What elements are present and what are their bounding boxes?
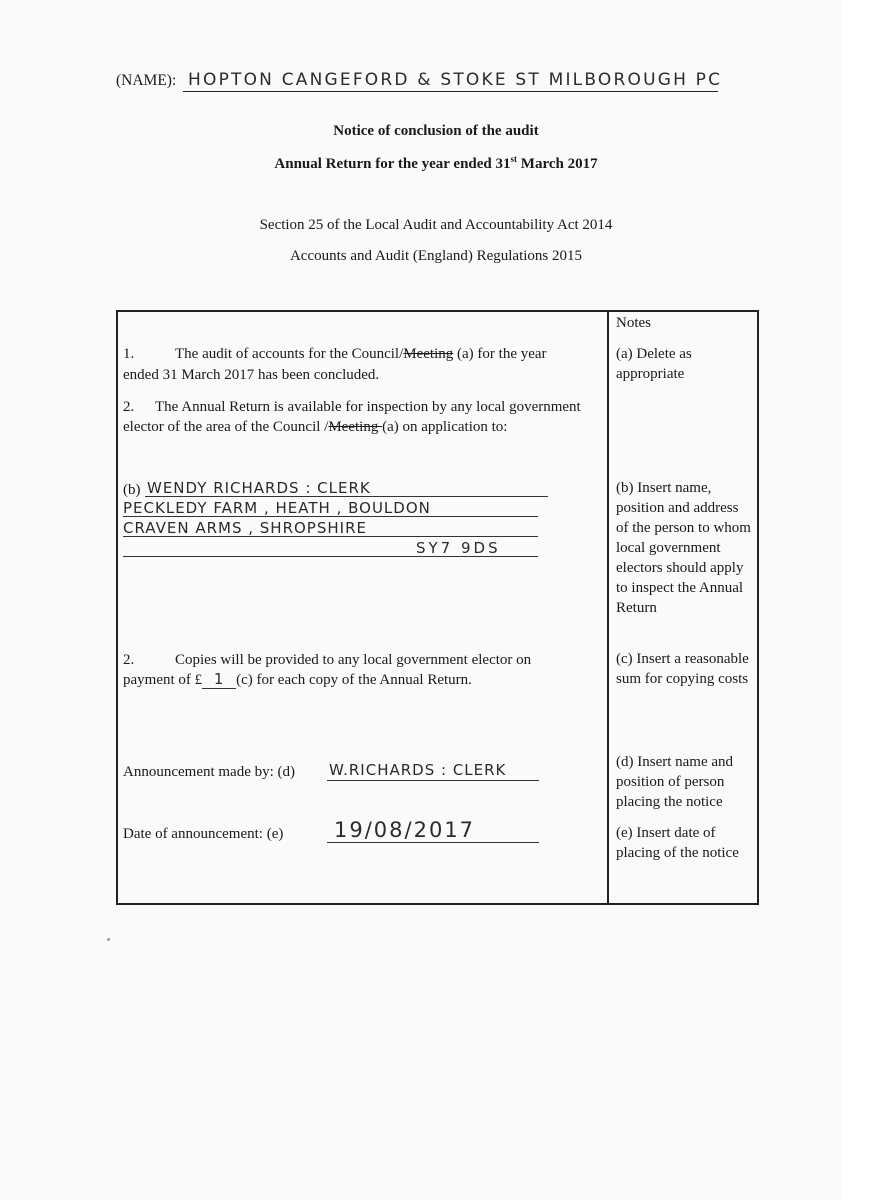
date-handwritten: 19/08/2017 [334, 818, 476, 842]
scan-speck [107, 938, 110, 941]
item-2-text: The Annual Return is available for inspection by any local government [155, 399, 581, 415]
contact-address-1-handwritten: PECKLEDY FARM , HEATH , BOULDON [123, 499, 431, 517]
item-1-text: The audit of accounts for the Council/Meeting (a) for the year [175, 346, 547, 362]
note-b: (b) Insert name, position and address of the person to whom local government electors should apply to inspect the Annual Return [616, 480, 751, 616]
notice-title: Notice of conclusion of the audit [333, 123, 539, 139]
item-2-number: 2. [123, 399, 135, 415]
contact-name-handwritten: WENDY RICHARDS : CLERK [147, 479, 371, 497]
note-d: (d) Insert name and position of person placing the notice [616, 754, 734, 810]
name-underline [183, 91, 718, 92]
strikethrough-meeting: Meeting [403, 346, 454, 362]
announcement-underline [327, 780, 539, 781]
strikethrough-meeting: Meeting [328, 419, 383, 435]
notes-column-divider [607, 310, 609, 905]
item-3-number: 2. [123, 652, 135, 668]
legislation-regulations: Accounts and Audit (England) Regulations 2015 [289, 248, 583, 264]
date-label: Date of announcement: (e) [123, 826, 284, 842]
notes-heading: Notes [616, 315, 651, 331]
contact-prefix: (b) [123, 482, 141, 498]
note-e: (e) Insert date of placing of the notice [616, 825, 739, 861]
item-2-text-cont: elector of the area of the Council /Meeting (a) on application to: [123, 419, 508, 435]
contact-address-2-handwritten: CRAVEN ARMS , SHROPSHIRE [123, 519, 367, 537]
announcement-handwritten: W.RICHARDS : CLERK [329, 761, 507, 779]
page-edge [842, 0, 872, 1200]
legislation-act: Section 25 of the Local Audit and Accountability Act 2014 [259, 217, 613, 233]
item-1-text-cont: ended 31 March 2017 has been concluded. [123, 367, 380, 383]
note-a: (a) Delete as appropriate [616, 346, 692, 382]
announcement-label: Announcement made by: (d) [123, 764, 296, 780]
item-3-text: Copies will be provided to any local government elector on [175, 652, 532, 668]
item-1-number: 1. [123, 346, 135, 362]
note-c: (c) Insert a reasonable sum for copying costs [616, 651, 749, 687]
annual-return-title: Annual Return for the year ended 31st March 2017 [274, 154, 598, 172]
date-underline [327, 842, 539, 843]
item-3-text-cont: payment of £ 1 (c) for each copy of the Annual Return. [123, 670, 472, 688]
council-name-handwritten: HOPTON CANGEFORD & STOKE ST MILBOROUGH PC [188, 70, 723, 90]
copy-fee-handwritten: 1 [202, 671, 236, 689]
contact-postcode-handwritten: SY7 9DS [416, 539, 501, 557]
name-label: (NAME): [116, 72, 177, 89]
